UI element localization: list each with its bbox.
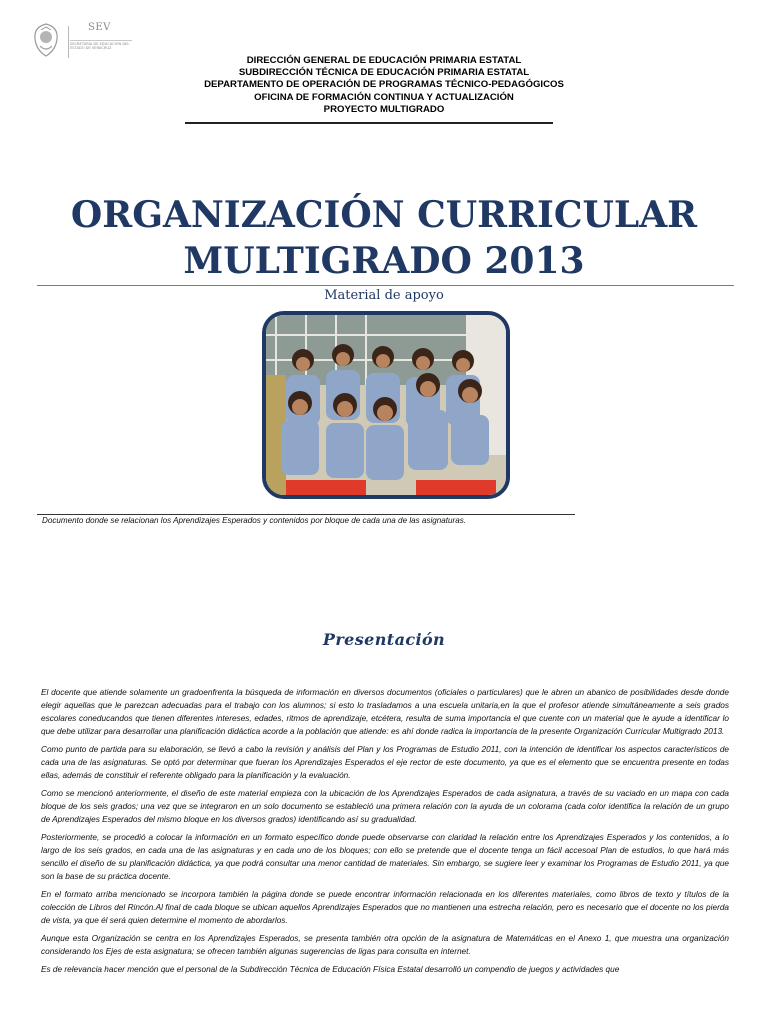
title-divider: [37, 285, 734, 286]
body-paragraph: Aunque esta Organización se centra en los Aprendizajes Esperados, se presenta también otra opción de la asignatura de Matemáticas en el Anexo 1, que muestra una organización considerando los Ejes de esta asignatura; se ofrecen también algunas sugerencias de ligas para consulta en internet.: [41, 934, 729, 956]
document-subtitle: Material de apoyo: [324, 288, 444, 303]
header-line: PROYECTO MULTIGRADO: [323, 103, 445, 115]
body-paragraph: Como se mencionó anteriormente, el diseño de este material empieza con la ubicación de los Aprendizajes Esperados de cada asignatura, a través de su vaciado en un mapa con cada bloque de los seis grados; una vez que se integraron en un solo documento se estableció una primera relación con la ayuda de un colorama (cada color identifica la relación de un grupo de Aprendizajes Esperados del mismo bloque en los diversos grados) identificando así su gradualidad.: [41, 789, 729, 824]
body-paragraph: Es de relevancia hacer mención que el personal de la Subdirección Técnica de Educación Física Estatal desarrolló un compendio de juegos y actividades que: [41, 965, 620, 974]
header-line: SUBDIRECCIÓN TÉCNICA DE EDUCACIÓN PRIMARIA ESTATAL: [238, 67, 530, 79]
logo-rule: [70, 40, 132, 41]
section-title: Presentación: [322, 630, 446, 649]
students-photo-illustration: [266, 315, 506, 495]
logo-brand-text: SEV: [88, 22, 111, 33]
cover-photo: [262, 311, 510, 499]
caption-divider: [37, 514, 575, 515]
presentation-body: [41, 686, 729, 981]
title-line-1: ORGANIZACIÓN CURRICULAR: [70, 194, 698, 236]
body-paragraph: En el formato arriba mencionado se incorpora también la página donde se puede encontrar información relacionada en los diferentes materiales, como libros de texto y títulos de la colección de Libros del Rincón.Al final de cada bloque se ubican aquellos Aprendizajes Esperados que no mantienen una estrecha relación, pero es necesario que el docente no los pierda de vista, ya que él será quien determine el momento de abordarlos.: [41, 890, 729, 925]
logo-divider: [68, 26, 69, 58]
logo-subtext: SECRETARÍA DE EDUCACIÓN DEL ESTADO DE VERACRUZ: [70, 42, 130, 51]
document-title: [0, 192, 768, 284]
coat-of-arms-icon: [30, 22, 62, 58]
body-paragraph: El docente que atiende solamente un gradoenfrenta la búsqueda de información en diversos documentos (oficiales o particulares) que le abren un abanico de posibilidades desde donde elegir aquellas que le parezcan adecuadas para el trabajo con los alumnos; si esto lo trasladamos a una escuela unitaria,en la que el profesor atiende simultáneamente a seis grados escolares coneducandos que tienen diferentes intereses, edades, ritmos de aprendizaje, etcétera, resulta de suma importancia el que cuente con un material que le ayude a identificar lo que debe utilizar para desarrollar una planificación didáctica acorde a la población que atiende: es ahí donde radica la importancia de la presente Organización Curricular Multigrado 2013.: [41, 688, 729, 736]
header-line: OFICINA DE FORMACIÓN CONTINUA Y ACTUALIZACIÓN: [254, 91, 514, 103]
photo-caption: Documento donde se relacionan los Aprendizajes Esperados y contenidos por bloque de cada una de las asignaturas.: [42, 516, 467, 525]
header-line: DEPARTAMENTO DE OPERACIÓN DE PROGRAMAS TÉCNICO-PEDAGÓGICOS: [204, 79, 564, 91]
body-paragraph: Posteriormente, se procedió a colocar la información en un formato específico donde puede observarse con claridad la relación entre los Aprendizajes Esperados y los contenidos, a lo largo de los seis grados, en cada una de las asignaturas y en cada uno de los bloques; con ello se pretende que el docente tenga un fácil accesoal Plan de estudios, lo que hará más sencillo el diseño de su planificación didáctica, ya que podrá consultar una menor cantidad de materiales. Sin embargo, se sugiere leer y examinar los Programas de Estudio 2011, ya que son la base de su práctica docente.: [41, 833, 729, 881]
body-paragraph: Como punto de partida para su elaboración, se llevó a cabo la revisión y análisis del Plan y los Programas de Estudio 2011, con la intención de identificar los aspectos característicos de cada una de las asignaturas. Se optó por determinar que fueran los Aprendizajes Esperados el eje rector de este documento, ya que es el elemento que se encuentra presente en todas ellas, además de constituir el referente obligado para la planificación y la evaluación.: [41, 745, 729, 780]
header-line: DIRECCIÓN GENERAL DE EDUCACIÓN PRIMARIA ESTATAL: [246, 55, 522, 66]
header-divider: [185, 122, 553, 124]
institution-header: [0, 55, 768, 116]
title-line-2: MULTIGRADO 2013: [183, 240, 585, 282]
